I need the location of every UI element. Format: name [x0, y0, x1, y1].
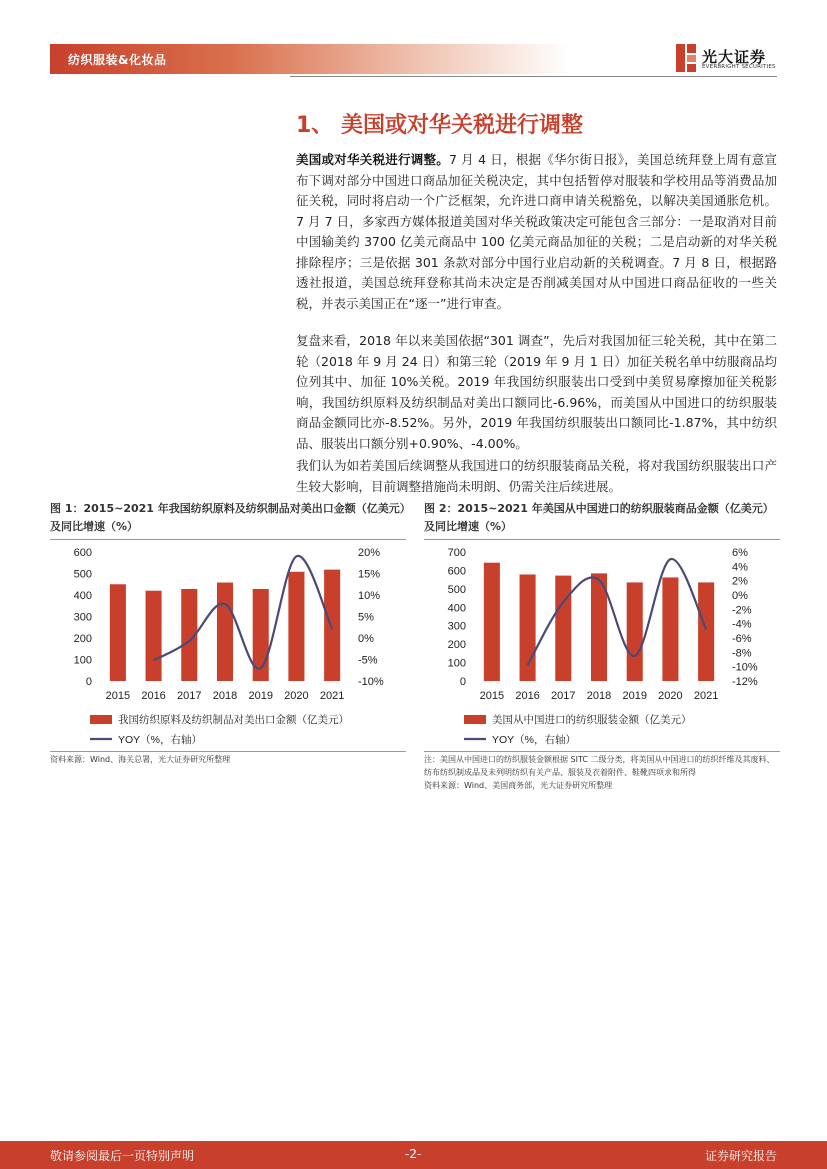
y-axis-tick-label: 300	[447, 620, 466, 633]
bar	[324, 570, 340, 681]
figure-2-bottom-rule	[424, 751, 780, 752]
y2-axis-tick-label: -6%	[732, 633, 752, 645]
footer-disclaimer: 敬请参阅最后一页特别声明	[50, 1149, 195, 1163]
y-axis-tick-label: 300	[73, 611, 92, 624]
y2-axis-tick-label: -8%	[732, 647, 752, 660]
y2-axis-tick-label: -4%	[732, 618, 752, 631]
y-axis-tick-label: 400	[73, 590, 92, 602]
figure-1-chart	[50, 540, 406, 750]
legend-bar-label: 美国从中国进口的纺织服装金额（亿美元）	[492, 714, 692, 726]
bar	[698, 582, 714, 681]
company-logo	[676, 44, 786, 74]
legend-bar-swatch	[90, 715, 112, 724]
y2-axis-tick-label: -5%	[358, 654, 378, 667]
y2-axis-tick-label: 6%	[732, 547, 748, 559]
legend-line-label: YOY（%，右轴）	[492, 734, 577, 746]
bar	[662, 577, 678, 681]
y2-axis-tick-label: 4%	[732, 561, 748, 574]
y-axis-tick-label: 0	[459, 676, 466, 688]
yoy-line	[528, 559, 707, 665]
y2-axis-tick-label: 0%	[358, 633, 374, 645]
x-axis-tick-label: 2021	[319, 690, 345, 702]
logo-mark-icon	[676, 44, 696, 72]
yoy-line	[154, 556, 333, 669]
bar	[146, 591, 162, 681]
section-title: 1、 美国或对华关税进行调整	[296, 113, 583, 138]
y-axis-tick-label: 600	[447, 565, 466, 578]
figure-2-note: 注：美国从中国进口的纺织服装金额根据 SITC 二级分类，将美国从中国进口的纺织纤维及其废料、纺布纺织制成品及未列明纺织有关产品、服装及衣着附件、鞋靴四项求和所得	[424, 755, 775, 777]
sector-label: 纺织服装&化妆品	[68, 53, 167, 67]
x-axis-tick-label: 2018	[212, 690, 238, 702]
paragraph-3: 我们认为如若美国后续调整从我国进口的纺织服装商品关税，将对我国纺织服装出口产生较大影响，目前调整措施尚未明朗、仍需关注后续进展。	[296, 458, 777, 494]
y-axis-tick-label: 100	[73, 654, 92, 667]
figure-1-title: 图 1：2015~2021 年我国纺织原料及纺织制品对美出口金额（亿美元）及同比增速（%）	[50, 502, 406, 533]
figure-1-source: 资料来源：Wind、海关总署，光大证券研究所整理	[50, 755, 231, 764]
y2-axis-tick-label: -12%	[732, 676, 758, 688]
bar	[288, 572, 304, 681]
y-axis-tick-label: 500	[447, 583, 466, 596]
y2-axis-tick-label: 15%	[358, 568, 381, 581]
y2-axis-tick-label: -10%	[358, 676, 384, 688]
legend-bar-label: 我国纺织原料及纺织制品对美出口金额（亿美元）	[118, 714, 349, 726]
y2-axis-tick-label: 5%	[358, 611, 374, 624]
legend-bar-swatch	[464, 715, 486, 724]
y2-axis-tick-label: -2%	[732, 604, 752, 617]
figure-2-title: 图 2：2015~2021 年美国从中国进口的纺织服装商品金额（亿美元）及同比增速（%）	[424, 502, 774, 533]
footer-band	[0, 1141, 827, 1169]
bar	[627, 582, 643, 681]
y-axis-tick-label: 400	[447, 602, 466, 615]
x-axis-tick-label: 2020	[284, 690, 309, 702]
logo-subtitle: EVERBRIGHT SECURITIES	[702, 64, 776, 70]
y-axis-tick-label: 200	[447, 639, 466, 652]
footer-report-type: 证券研究报告	[704, 1149, 777, 1163]
bar	[555, 576, 571, 681]
figure-1-bottom-rule	[50, 751, 406, 752]
x-axis-tick-label: 2017	[551, 690, 576, 702]
x-axis-tick-label: 2020	[658, 690, 683, 702]
legend-line-label: YOY（%，右轴）	[118, 734, 203, 746]
y2-axis-tick-label: 0%	[732, 590, 748, 602]
x-axis-tick-label: 2015	[105, 690, 131, 702]
x-axis-tick-label: 2021	[693, 690, 719, 702]
y-axis-tick-label: 200	[73, 633, 92, 645]
figure-2-chart	[424, 540, 780, 750]
x-axis-tick-label: 2017	[177, 690, 202, 702]
paragraph-2: 复盘来看，2018 年以来美国依据“301 调查”，先后对我国加征三轮关税，其中在第二轮（2018 年 9 月 24 日）和第三轮（2019 年 9 月 1 日）加征关税名单中纺服商品均位列其中、加征 10%关税。2019 年我国纺织服装出口受到中美贸易摩擦加征关税影响，我国纺织原料及纺织制品对美出口额同比-6.96%，而美国从中国进口的纺织服装商品金额同比亦-8.52%。另外，2019 年我国纺织服装出口额同比-1.87%，其中纺织品、服装出口额分别+0.90%、-4.00%。	[296, 333, 777, 451]
y2-axis-tick-label: 20%	[358, 547, 381, 559]
y-axis-tick-label: 500	[73, 568, 92, 581]
logo-name: 光大证券	[702, 48, 767, 66]
figure-2-source: 资料来源：Wind、美国商务部，光大证券研究所整理	[424, 781, 613, 790]
y2-axis-tick-label: 10%	[358, 590, 381, 602]
x-axis-tick-label: 2019	[622, 690, 647, 702]
x-axis-tick-label: 2016	[141, 690, 166, 702]
y-axis-tick-label: 600	[73, 547, 92, 559]
x-axis-tick-label: 2015	[479, 690, 505, 702]
y-axis-tick-label: 700	[447, 547, 466, 559]
y2-axis-tick-label: 2%	[732, 575, 748, 588]
paragraph-1-lead: 美国或对华关税进行调整。	[296, 152, 449, 167]
y-axis-tick-label: 0	[85, 676, 92, 688]
bar	[484, 563, 500, 681]
bar	[217, 583, 233, 681]
header-band	[50, 44, 570, 74]
x-axis-tick-label: 2019	[248, 690, 273, 702]
x-axis-tick-label: 2018	[586, 690, 612, 702]
figure-2-notes	[424, 753, 780, 792]
page-number: -2-	[405, 1147, 422, 1161]
bar	[110, 584, 126, 681]
paragraph-1	[296, 150, 777, 314]
y-axis-tick-label: 100	[447, 657, 466, 670]
header-rule	[290, 76, 777, 77]
y2-axis-tick-label: -10%	[732, 661, 758, 674]
paragraph-1-body: 7 月 4 日，根据《华尔街日报》，美国总统拜登上周有意宣布下调对部分中国进口商品加征关税决定，其中包括暂停对服装和学校用品等消费品加征关税，同时将启动一个广泛框架，允许进口商申请关税豁免，以解决美国通胀危机。7 月 7 日，多家西方媒体报道美国对华关税政策决定可能包含三部分：一是取消对目前中国输美约 3700 亿美元商品中 100 亿美元商品加征的关税；二是启动新的对华关税排除程序；三是依据 301 条款对部分中国行业启动新的关税调查。7 月 8 日，根据路透社报道，美国总统拜登称其尚未决定是否削减美国对从中国进口商品征收的一些关税，并表示美国正在“逐一”进行审查。	[296, 152, 777, 311]
x-axis-tick-label: 2016	[515, 690, 540, 702]
